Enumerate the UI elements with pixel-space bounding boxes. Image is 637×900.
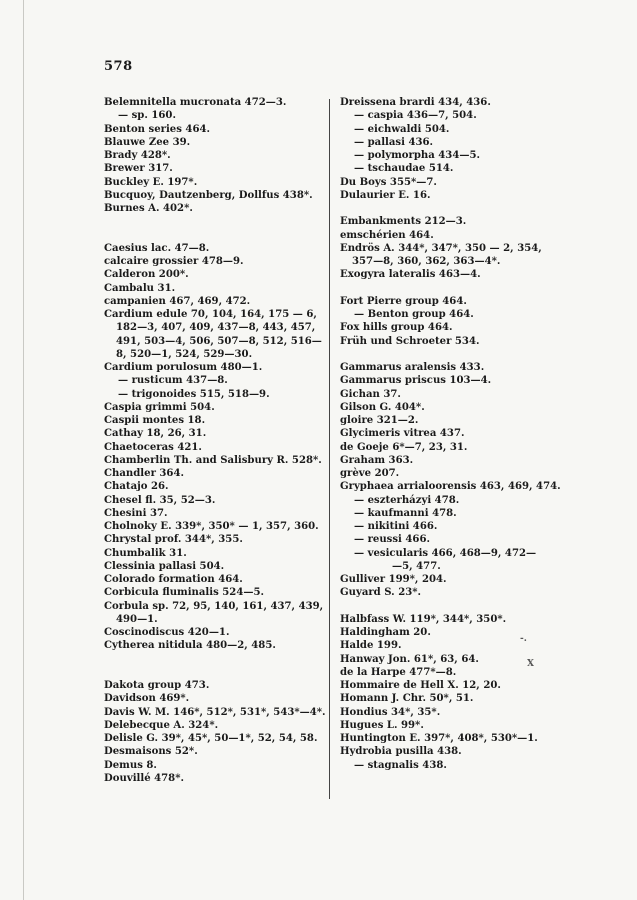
index-entry: Dreissena brardi 434, 436. xyxy=(340,97,491,108)
index-entry: Calderon 200*. xyxy=(104,269,189,281)
index-entry: de la Harpe 477*—8. xyxy=(340,666,457,678)
index-entry: — rusticum 437—8. xyxy=(118,375,228,387)
index-entry: Endrös A. 344*, 347*, 350 — 2, 354, xyxy=(340,242,542,254)
index-entry: Dakota group 473. xyxy=(104,680,210,691)
index-gap xyxy=(340,282,550,295)
index-entry: — nikitini 466. xyxy=(354,521,438,532)
index-entry: Douvillé 478*. xyxy=(104,772,184,784)
index-entry: — reussi 466. xyxy=(354,534,430,546)
index-entry: — trigonoides 515, 518—9. xyxy=(118,388,270,400)
index-entry: Hugues L. 99*. xyxy=(340,719,424,731)
index-entry: Cardium porulosum 480—1. xyxy=(104,362,263,373)
index-entry: Halbfass W. 119*, 344*, 350*. xyxy=(340,613,507,625)
index-entry: emschérien 464. xyxy=(340,229,434,241)
index-entry: 491, 503—4, 506, 507—8, 512, 516— xyxy=(116,335,322,347)
index-entry: Gilson G. 404*. xyxy=(340,401,425,413)
index-entry: — pallasi 436. xyxy=(354,136,434,148)
index-entry: Hydrobia pusilla 438. xyxy=(340,746,462,758)
index-entry: Blauwe Zee 39. xyxy=(104,136,191,148)
index-entry: Chatajo 26. xyxy=(104,481,169,493)
index-entry: Desmaisons 52*. xyxy=(104,746,198,758)
index-entry: Hanway Jon. 61*, 63, 64. xyxy=(340,653,479,665)
index-entry: Chesel fl. 35, 52—3. xyxy=(104,494,216,506)
index-entry: — kaufmanni 478. xyxy=(354,507,457,519)
index-entry: — caspia 436—7, 504. xyxy=(354,110,477,122)
index-entry: Gammarus priscus 103—4. xyxy=(340,375,492,387)
index-entry: Delebecque A. 324*. xyxy=(104,719,219,731)
page-number: 578 xyxy=(104,59,133,74)
index-gap xyxy=(104,666,322,679)
index-gap xyxy=(104,229,322,242)
index-entry: Caspii montes 18. xyxy=(104,415,206,426)
index-entry: 8, 520—1, 524, 529—30. xyxy=(116,348,253,360)
index-gap xyxy=(104,215,322,228)
index-entry: Huntington E. 397*, 408*, 530*—1. xyxy=(340,733,538,744)
index-entry: Bucquoy, Dautzenberg, Dollfus 438*. xyxy=(104,189,313,201)
index-entry: Corbicula fluminalis 524—5. xyxy=(104,587,264,599)
index-entry: Davis W. M. 146*, 512*, 531*, 543*—4*. xyxy=(104,706,326,718)
index-entry: Homann J. Chr. 50*, 51. xyxy=(340,693,474,705)
index-entry: — eszterházyi 478. xyxy=(354,494,460,506)
index-entry: Colorado formation 464. xyxy=(104,574,243,585)
index-entry: 182—3, 407, 409, 437—8, 443, 457, xyxy=(116,322,316,334)
index-entry: Coscinodiscus 420—1. xyxy=(104,627,230,638)
index-entry: Fort Pierre group 464. xyxy=(340,295,467,307)
index-entry: de Goeje 6*—7, 23, 31. xyxy=(340,441,468,453)
index-entry: Davidson 469*. xyxy=(104,693,190,705)
index-entry: Cytherea nitidula 480—2, 485. xyxy=(104,640,276,652)
index-entry: Chaetoceras 421. xyxy=(104,441,202,453)
index-entry: Embankments 212—3. xyxy=(340,216,467,228)
index-entry: — eichwaldi 504. xyxy=(354,123,450,135)
index-entry: Fox hills group 464. xyxy=(340,322,453,334)
index-entry: Haldingham 20. xyxy=(340,627,431,638)
index-entry: — tschaudae 514. xyxy=(354,163,454,175)
index-entry: Chandler 364. xyxy=(104,468,184,479)
index-entry: Demus 8. xyxy=(104,759,157,771)
index-entry: Graham 363. xyxy=(340,454,414,466)
index-entry: Belemnitella mucronata 472—3. xyxy=(104,97,287,108)
index-entry: Brady 428*. xyxy=(104,150,171,161)
index-entry: calcaire grossier 478—9. xyxy=(104,256,244,267)
index-entry: Cardium edule 70, 104, 164, 175 — 6, xyxy=(104,309,317,320)
index-entry: Brewer 317. xyxy=(104,163,173,175)
index-entry: Glycimeris vitrea 437. xyxy=(340,428,465,440)
index-entry: grève 207. xyxy=(340,468,400,479)
index-entry: Clessinia pallasi 504. xyxy=(104,560,225,572)
index-column-right xyxy=(340,96,561,772)
index-entry: 357—8, 360, 362, 363—4*. xyxy=(352,256,501,267)
index-entry: Burnes A. 402*. xyxy=(104,203,193,214)
index-entry: Gulliver 199*, 204. xyxy=(340,574,447,585)
index-entry: Buckley E. 197*. xyxy=(104,176,198,188)
index-entry: Exogyra lateralis 463—4. xyxy=(340,269,481,281)
index-entry: Cathay 18, 26, 31. xyxy=(104,428,207,440)
index-gap xyxy=(340,348,550,361)
index-entry: Halde 199. xyxy=(340,640,402,652)
index-entry: Früh und Schroeter 534. xyxy=(340,335,480,347)
index-entry: Caspia grimmi 504. xyxy=(104,401,215,413)
index-entry: Gammarus aralensis 433. xyxy=(340,362,485,373)
index-gap xyxy=(340,202,550,215)
index-entry: campanien 467, 469, 472. xyxy=(104,295,251,307)
scan-edge-rule xyxy=(23,0,24,900)
index-entry: Gryphaea arrialoorensis 463, 469, 474. xyxy=(340,481,561,493)
index-entry: — sp. 160. xyxy=(118,110,176,122)
index-entry: Chesini 37. xyxy=(104,507,168,519)
index-entry: Cambalu 31. xyxy=(104,282,176,294)
index-gap xyxy=(340,600,550,613)
index-entry: gloire 321—2. xyxy=(340,415,419,426)
index-entry: Delisle G. 39*, 45*, 50—1*, 52, 54, 58. xyxy=(104,733,318,744)
index-entry: 490—1. xyxy=(116,613,158,625)
index-entry: — polymorpha 434—5. xyxy=(354,150,480,161)
index-entry: Dulaurier E. 16. xyxy=(340,189,431,201)
index-entry: Corbula sp. 72, 95, 140, 161, 437, 439, xyxy=(104,600,324,612)
margin-mark: -. xyxy=(520,634,527,644)
index-column-left xyxy=(104,96,326,785)
index-entry: Benton series 464. xyxy=(104,123,210,135)
index-entry: — Benton group 464. xyxy=(354,309,474,320)
index-entry: Guyard S. 23*. xyxy=(340,587,422,599)
index-entry: —5, 477. xyxy=(392,560,441,572)
index-entry: Gichan 37. xyxy=(340,388,401,400)
index-entry: Chumbalik 31. xyxy=(104,547,187,559)
index-entry: Hommaire de Hell X. 12, 20. xyxy=(340,680,501,691)
index-entry: Chrystal prof. 344*, 355. xyxy=(104,534,243,546)
index-entry: — stagnalis 438. xyxy=(354,759,447,771)
index-gap xyxy=(104,653,322,666)
margin-mark: X xyxy=(527,659,534,669)
index-entry: Cholnoky E. 339*, 350* — 1, 357, 360. xyxy=(104,521,319,532)
index-entry: Hondius 34*, 35*. xyxy=(340,706,441,718)
index-entry: Caesius lac. 47—8. xyxy=(104,242,210,254)
column-divider xyxy=(329,99,330,799)
index-entry: Du Boys 355*—7. xyxy=(340,176,437,188)
index-entry: Chamberlin Th. and Salisbury R. 528*. xyxy=(104,454,322,466)
index-entry: — vesicularis 466, 468—9, 472— xyxy=(354,547,537,559)
